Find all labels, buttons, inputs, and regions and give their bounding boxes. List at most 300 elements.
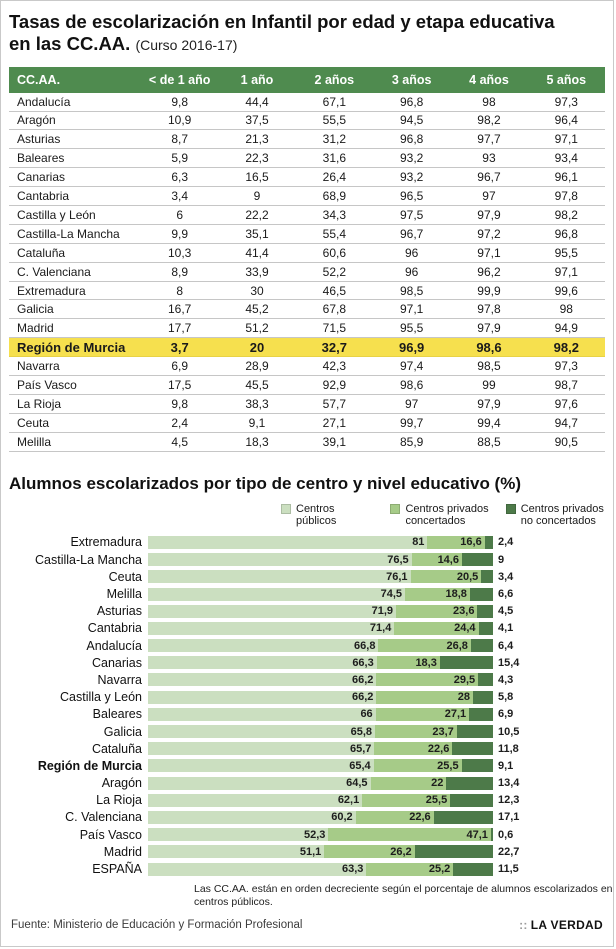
chart-bar-label: Canarias xyxy=(91,655,142,670)
table-cell-region: Ceuta xyxy=(17,415,50,430)
chart-bar-row xyxy=(9,534,605,551)
chart-bar-label: Melilla xyxy=(106,587,142,602)
bar-value-label: 18,8 xyxy=(445,588,467,601)
bar-segment-concertados xyxy=(371,777,447,790)
bar-value-label: 66,3 xyxy=(352,656,374,669)
table-cell-value: 97,1 xyxy=(477,245,501,260)
bar-segment-concertados xyxy=(376,708,469,721)
bar-value-label: 66,8 xyxy=(354,639,376,652)
table-cell-value: 97,1 xyxy=(554,264,578,279)
chart-bar-row xyxy=(9,637,605,654)
bar-value-label-outside: 2,4 xyxy=(498,536,514,549)
table-row xyxy=(9,244,605,263)
table-cell-value: 6,3 xyxy=(171,170,188,185)
chart-bar-row xyxy=(9,654,605,671)
bar-track xyxy=(148,622,493,635)
chart-bar-row xyxy=(9,706,605,723)
bar-value-label: 16,6 xyxy=(460,536,482,549)
chart-bar-row xyxy=(9,843,605,860)
bar-segment-publicos xyxy=(148,588,405,601)
table-header-row xyxy=(9,67,605,93)
table-row xyxy=(9,263,605,282)
table-cell-region: Castilla y León xyxy=(17,207,96,222)
chart-bar-row xyxy=(9,689,605,706)
table-row xyxy=(9,338,605,357)
bar-value-label: 47,1 xyxy=(466,828,488,841)
table-cell-region: Asturias xyxy=(17,132,61,147)
chart-bar-label: Ceuta xyxy=(108,569,142,584)
bar-segment-no-concertados xyxy=(477,605,493,618)
bar-value-label: 22 xyxy=(431,777,444,790)
legend-swatch xyxy=(281,504,291,514)
bar-segment-no-concertados xyxy=(473,691,493,704)
bar-segment-no-concertados xyxy=(440,656,493,669)
bar-value-label: 25,5 xyxy=(437,759,459,772)
table-cell-value: 96,8 xyxy=(554,226,578,241)
table-cell-value: 95,5 xyxy=(399,321,424,336)
table-header-cell: 4 años xyxy=(469,72,509,87)
bar-segment-no-concertados xyxy=(491,828,493,841)
chart-bar-row xyxy=(9,860,605,877)
enrollment-table xyxy=(9,67,605,452)
table-cell-region: La Rioja xyxy=(17,396,62,411)
bar-segment-publicos xyxy=(148,828,328,841)
bar-value-label-outside: 0,6 xyxy=(498,828,514,841)
bar-track xyxy=(148,863,493,876)
table-cell-region: Aragón xyxy=(17,113,56,128)
table-cell-value: 17,5 xyxy=(167,377,192,392)
bar-segment-publicos xyxy=(148,570,411,583)
table-row xyxy=(9,414,605,433)
table-body xyxy=(9,93,605,452)
bar-segment-concertados xyxy=(324,845,414,858)
table-cell-region: Baleares xyxy=(17,151,65,166)
table-cell-value: 8,9 xyxy=(171,264,188,279)
table-row xyxy=(9,357,605,376)
table-cell-value: 3,4 xyxy=(171,189,188,204)
chart-bar-label: Madrid xyxy=(103,844,142,859)
table-cell-region: Andalucía xyxy=(17,94,71,109)
bar-track xyxy=(148,811,493,824)
publisher-brand xyxy=(519,918,603,932)
table-cell-value: 94,5 xyxy=(399,113,424,128)
table-cell-value: 97 xyxy=(482,189,496,204)
table-row xyxy=(9,300,605,319)
bar-segment-publicos xyxy=(148,673,376,686)
table-cell-value: 99,7 xyxy=(399,415,424,430)
table-cell-value: 95,5 xyxy=(554,245,578,260)
chart-bar-row xyxy=(9,551,605,568)
table-cell-value: 21,3 xyxy=(245,132,269,147)
table-cell-value: 44,4 xyxy=(245,94,269,109)
table-row xyxy=(9,187,605,206)
table-cell-value: 97,9 xyxy=(477,321,501,336)
table-cell-value: 30 xyxy=(250,283,264,298)
table-cell-value: 2,4 xyxy=(171,415,188,430)
table-row xyxy=(9,149,605,168)
bar-value-label-outside: 11,5 xyxy=(498,863,519,876)
table-cell-value: 55,5 xyxy=(322,113,346,128)
table-header-cell: 3 años xyxy=(391,72,432,87)
bar-segment-no-concertados xyxy=(457,725,493,738)
chart-bar-label: C. Valenciana xyxy=(65,810,142,825)
table-cell-region: Navarra xyxy=(17,359,60,374)
bar-track xyxy=(148,536,493,549)
chart-title: Alumnos escolarizados por tipo de centro y nivel educativo (%) xyxy=(9,473,521,493)
title-line1: Tasas de escolarización en Infantil por edad y etapa educativa xyxy=(9,11,555,32)
bar-value-label: 25,2 xyxy=(428,863,451,876)
footer xyxy=(9,918,605,932)
table-row xyxy=(9,112,605,131)
bar-segment-publicos xyxy=(148,725,375,738)
table-cell-value: 17,7 xyxy=(167,321,192,336)
table-header-cell: 5 años xyxy=(546,72,587,87)
bar-segment-publicos xyxy=(148,639,378,652)
bar-segment-concertados xyxy=(366,863,453,876)
bar-value-label: 66 xyxy=(360,708,373,721)
bar-value-label: 76,1 xyxy=(386,570,408,583)
table-cell-value: 98,2 xyxy=(554,207,578,222)
chart-bar-label: Región de Murcia xyxy=(37,758,142,773)
bar-track xyxy=(148,794,493,807)
bar-value-label-outside: 11,8 xyxy=(498,742,519,755)
bar-value-label: 22,6 xyxy=(409,811,431,824)
table-cell-value: 9,1 xyxy=(248,415,266,430)
bar-value-label: 76,5 xyxy=(387,553,409,566)
bar-value-label: 28 xyxy=(457,691,470,704)
bar-segment-concertados xyxy=(376,673,478,686)
chart-bar-label: Cantabria xyxy=(87,621,142,636)
bar-value-label: 71,9 xyxy=(371,605,394,618)
table-row xyxy=(9,395,605,414)
bar-segment-concertados xyxy=(396,605,477,618)
bar-value-label: 25,5 xyxy=(425,794,448,807)
legend-label: Centros privados no concertados xyxy=(520,502,604,528)
bar-value-label: 52,3 xyxy=(304,828,326,841)
table-cell-value: 35,1 xyxy=(245,226,269,241)
bar-segment-publicos xyxy=(148,742,374,755)
table-cell-value: 60,6 xyxy=(322,245,346,260)
table-row xyxy=(9,225,605,244)
bar-value-label: 26,8 xyxy=(446,639,468,652)
chart-bar-label: Galicia xyxy=(103,724,142,739)
table-cell-value: 6 xyxy=(176,207,183,222)
bar-segment-no-concertados xyxy=(462,759,493,772)
bar-segment-concertados xyxy=(374,742,452,755)
table-cell-value: 98,2 xyxy=(553,339,579,355)
chart-bar-row xyxy=(9,603,605,620)
table-cell-value: 98,6 xyxy=(399,377,424,392)
bar-segment-publicos xyxy=(148,622,394,635)
chart-bar-label: Castilla-La Mancha xyxy=(35,552,142,567)
chart-bar-row xyxy=(9,585,605,602)
table-cell-value: 96,7 xyxy=(477,170,501,185)
table-cell-value: 16,5 xyxy=(245,170,269,185)
bar-segment-concertados xyxy=(376,691,473,704)
table-cell-value: 8,7 xyxy=(171,132,188,147)
table-cell-value: 9,8 xyxy=(171,94,188,109)
table-cell-region: C. Valenciana xyxy=(17,264,91,279)
legend-swatch xyxy=(506,504,516,514)
bar-segment-no-concertados xyxy=(479,622,493,635)
bar-segment-concertados xyxy=(378,639,470,652)
chart-legend xyxy=(281,503,605,528)
bar-value-label-outside: 9 xyxy=(498,553,505,566)
brand-prefix: :: xyxy=(519,917,528,932)
legend-label: Centros públicos xyxy=(296,502,337,528)
bar-track xyxy=(148,673,493,686)
bar-value-label: 24,4 xyxy=(454,622,476,635)
bar-segment-no-concertados xyxy=(469,708,493,721)
table-cell-value: 98,5 xyxy=(477,359,501,374)
bar-track xyxy=(148,777,493,790)
table-row xyxy=(9,376,605,395)
chart-bar-label: ESPAÑA xyxy=(92,862,142,877)
bar-value-label: 74,5 xyxy=(380,588,403,601)
table-cell-region: Melilla xyxy=(17,434,52,449)
bar-track xyxy=(148,828,493,841)
legend-item xyxy=(281,503,374,528)
table-cell-value: 93,4 xyxy=(554,151,578,166)
table-row xyxy=(9,130,605,149)
table-cell-value: 88,5 xyxy=(477,434,501,449)
table-cell-value: 97,7 xyxy=(477,132,501,147)
table-cell-value: 96,4 xyxy=(554,113,578,128)
table-cell-value: 99 xyxy=(482,377,496,392)
bar-value-label: 66,2 xyxy=(351,691,374,704)
chart-bar-label: Andalucía xyxy=(86,638,142,653)
bar-track xyxy=(148,759,493,772)
table-cell-value: 98 xyxy=(559,302,573,317)
chart-bar-row xyxy=(9,774,605,791)
bar-track xyxy=(148,708,493,721)
chart-bar-label: Baleares xyxy=(92,707,142,722)
table-cell-value: 39,1 xyxy=(322,434,346,449)
chart-bar-row xyxy=(9,757,605,774)
table-cell-value: 46,5 xyxy=(322,283,346,298)
table-cell-region: Cataluña xyxy=(17,245,66,260)
table-cell-value: 32,7 xyxy=(321,339,347,355)
table-cell-value: 96,9 xyxy=(398,339,425,355)
bar-segment-no-concertados xyxy=(453,863,493,876)
bar-track xyxy=(148,570,493,583)
bar-value-label: 64,5 xyxy=(346,777,368,790)
bar-segment-concertados xyxy=(374,759,462,772)
bar-segment-publicos xyxy=(148,759,374,772)
table-cell-value: 94,7 xyxy=(554,415,578,430)
bar-value-label: 20,5 xyxy=(456,570,479,583)
legend-item xyxy=(390,503,489,528)
bar-value-label: 51,1 xyxy=(299,845,322,858)
bar-value-label-outside: 15,4 xyxy=(498,656,520,669)
chart-note: Las CC.AA. están en orden decreciente según el porcentaje de alumnos escolarizados en centros públicos. xyxy=(194,882,613,908)
table-cell-value: 96,2 xyxy=(477,264,501,279)
table-cell-value: 4,5 xyxy=(171,434,188,449)
bar-value-label: 71,4 xyxy=(369,622,392,635)
bar-value-label: 29,5 xyxy=(453,673,476,686)
table-row xyxy=(9,282,605,301)
table-cell-region: Canarias xyxy=(17,170,66,185)
chart-bar-row xyxy=(9,671,605,688)
brand-name: LA VERDAD xyxy=(530,917,603,932)
table-cell-value: 92,9 xyxy=(322,377,346,392)
legend-item xyxy=(506,503,605,528)
table-cell-value: 68,9 xyxy=(322,189,346,204)
title-note: (Curso 2016-17) xyxy=(135,36,238,53)
bar-value-label: 23,6 xyxy=(453,605,475,618)
table-row xyxy=(9,433,605,452)
chart-bar-row xyxy=(9,620,605,637)
table-cell-value: 97,8 xyxy=(477,302,501,317)
table-cell-value: 31,2 xyxy=(322,132,346,147)
chart-bar-row xyxy=(9,809,605,826)
bar-segment-publicos xyxy=(148,708,376,721)
table-cell-value: 51,2 xyxy=(245,321,269,336)
bar-segment-no-concertados xyxy=(471,639,493,652)
table-cell-value: 28,9 xyxy=(245,359,269,374)
table-cell-value: 5,9 xyxy=(171,151,188,166)
bar-segment-no-concertados xyxy=(462,553,493,566)
bar-segment-concertados xyxy=(411,570,482,583)
bar-segment-concertados xyxy=(405,588,470,601)
table-cell-value: 67,8 xyxy=(322,302,346,317)
bar-value-label-outside: 17,1 xyxy=(498,811,520,824)
page-title xyxy=(9,11,605,55)
table-cell-value: 71,5 xyxy=(322,321,346,336)
table-cell-value: 34,3 xyxy=(322,207,346,222)
bar-segment-concertados xyxy=(362,794,450,807)
table-cell-value: 96,5 xyxy=(399,189,424,204)
chart-bar-label: Castilla y León xyxy=(60,690,142,705)
table-cell-value: 22,2 xyxy=(245,207,269,222)
bar-value-label: 65,7 xyxy=(350,742,372,755)
bar-value-label: 62,1 xyxy=(337,794,360,807)
bar-value-label-outside: 12,3 xyxy=(498,794,520,807)
bar-segment-no-concertados xyxy=(452,742,493,755)
table-row xyxy=(9,168,605,187)
table-header-cell: < de 1 año xyxy=(148,72,211,87)
table-cell-value: 98,7 xyxy=(554,377,578,392)
title-line2: en las CC.AA. xyxy=(9,32,131,54)
table-cell-value: 6,9 xyxy=(171,359,188,374)
table-cell-value: 52,2 xyxy=(322,264,346,279)
chart-bar-label: Aragón xyxy=(101,776,142,791)
table-cell-value: 97,6 xyxy=(554,396,578,411)
bar-track xyxy=(148,639,493,652)
bar-value-label: 22,6 xyxy=(427,742,450,755)
table-cell-value: 8 xyxy=(176,283,183,298)
table-cell-region: Extremadura xyxy=(17,283,86,298)
table-cell-value: 97,5 xyxy=(399,207,424,222)
table-cell-region: Región de Murcia xyxy=(17,339,126,355)
table-cell-value: 3,7 xyxy=(170,339,189,355)
table-cell-value: 55,4 xyxy=(322,226,346,241)
bar-segment-concertados xyxy=(427,536,484,549)
bar-segment-no-concertados xyxy=(481,570,493,583)
table-cell-region: Cantabria xyxy=(17,189,70,204)
chart-bar-label: País Vasco xyxy=(79,827,142,842)
bar-segment-publicos xyxy=(148,553,412,566)
bar-value-label-outside: 10,5 xyxy=(498,725,520,738)
table-cell-value: 99,4 xyxy=(477,415,501,430)
table-cell-value: 41,4 xyxy=(245,245,269,260)
bar-value-label: 27,1 xyxy=(444,708,467,721)
table-cell-value: 96,8 xyxy=(399,132,424,147)
table-cell-value: 26,4 xyxy=(322,170,346,185)
table-cell-value: 42,3 xyxy=(322,359,346,374)
table-row xyxy=(9,93,605,112)
bar-segment-publicos xyxy=(148,863,366,876)
chart-bar-row xyxy=(9,723,605,740)
table-cell-region: Castilla-La Mancha xyxy=(17,226,120,241)
table-cell-value: 98,2 xyxy=(477,113,501,128)
table-cell-value: 97,3 xyxy=(554,359,578,374)
table-cell-value: 45,5 xyxy=(245,377,269,392)
bar-segment-no-concertados xyxy=(485,536,493,549)
table-header-cell: 2 años xyxy=(314,72,355,87)
bar-segment-no-concertados xyxy=(450,794,492,807)
bar-value-label: 18,3 xyxy=(415,656,437,669)
table-cell-value: 98,5 xyxy=(399,283,424,298)
bar-value-label-outside: 6,6 xyxy=(498,588,514,601)
table-cell-value: 85,9 xyxy=(399,434,424,449)
chart-bar-label: La Rioja xyxy=(96,793,142,808)
table-cell-value: 20 xyxy=(249,339,265,355)
chart-bar-row xyxy=(9,792,605,809)
table-cell-value: 94,9 xyxy=(554,321,578,336)
table-cell-value: 96,8 xyxy=(399,94,424,109)
table-cell-value: 38,3 xyxy=(245,396,269,411)
bar-value-label-outside: 3,4 xyxy=(498,570,514,583)
bar-value-label: 60,2 xyxy=(331,811,353,824)
table-cell-value: 97 xyxy=(404,396,419,411)
bar-value-label: 26,2 xyxy=(390,845,412,858)
bar-segment-concertados xyxy=(375,725,457,738)
bar-value-label-outside: 4,3 xyxy=(498,673,514,686)
table-cell-value: 93,2 xyxy=(399,170,424,185)
bar-value-label-outside: 6,4 xyxy=(498,639,514,652)
bar-segment-concertados xyxy=(328,828,490,841)
table-cell-value: 45,2 xyxy=(245,302,269,317)
table-cell-value: 16,7 xyxy=(167,302,192,317)
bar-segment-no-concertados xyxy=(434,811,493,824)
table-row xyxy=(9,206,605,225)
table-cell-value: 9,9 xyxy=(171,226,188,241)
bar-segment-publicos xyxy=(148,845,324,858)
table-cell-value: 96,7 xyxy=(399,226,424,241)
chart-bar-label: Extremadura xyxy=(70,535,142,550)
table-cell-value: 97,2 xyxy=(477,226,501,241)
chart-bar-row xyxy=(9,568,605,585)
bar-value-label-outside: 22,7 xyxy=(498,845,520,858)
chart-bar-row xyxy=(9,740,605,757)
bar-value-label-outside: 4,1 xyxy=(498,622,514,635)
chart-bar-label: Cataluña xyxy=(91,741,142,756)
table-cell-value: 67,1 xyxy=(322,94,346,109)
table-cell-value: 33,9 xyxy=(245,264,269,279)
table-cell-value: 99,9 xyxy=(477,283,501,298)
table-cell-value: 9,8 xyxy=(171,396,188,411)
table-cell-value: 97,1 xyxy=(399,302,424,317)
bar-value-label-outside: 4,5 xyxy=(498,605,514,618)
table-cell-value: 10,3 xyxy=(167,245,192,260)
source-credit: Fuente: Ministerio de Educación y Formación Profesional xyxy=(11,918,303,931)
table-cell-value: 90,5 xyxy=(554,434,578,449)
table-cell-value: 22,3 xyxy=(245,151,269,166)
bar-segment-publicos xyxy=(148,605,396,618)
bar-value-label: 65,4 xyxy=(349,759,371,772)
chart-bar-label: Navarra xyxy=(97,672,142,687)
